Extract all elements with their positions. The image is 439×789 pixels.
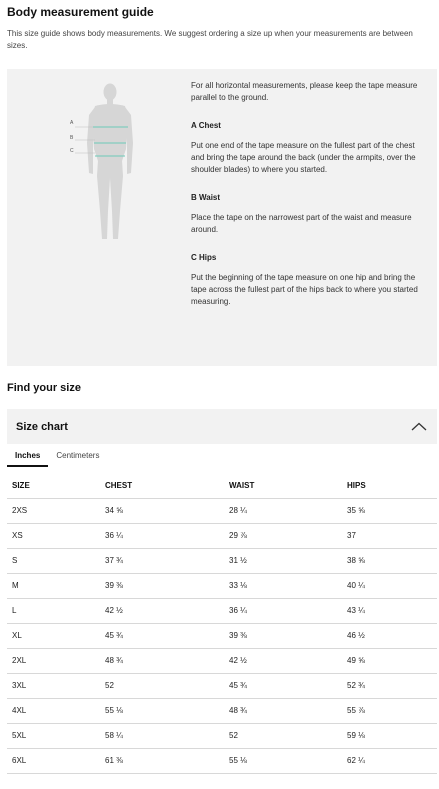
cell-size: S: [7, 548, 100, 573]
body-figure-illustration: [62, 81, 162, 243]
cell-size: L: [7, 598, 100, 623]
cell-hips: 38 ⅝: [342, 548, 437, 573]
cell-chest: 34 ⅝: [100, 498, 224, 523]
cell-hips: 52 ¾: [342, 673, 437, 698]
tab-inches[interactable]: Inches: [7, 447, 48, 467]
cell-waist: 55 ⅛: [224, 748, 342, 773]
cell-waist: 39 ⅜: [224, 623, 342, 648]
label-c: C: [70, 148, 74, 154]
cell-chest: 37 ¾: [100, 548, 224, 573]
cell-chest: 61 ⅜: [100, 748, 224, 773]
cell-waist: 52: [224, 723, 342, 748]
table-row: [7, 548, 437, 573]
cell-size: 6XL: [7, 748, 100, 773]
table-header-row: [7, 474, 437, 498]
cell-size: 2XL: [7, 648, 100, 673]
cell-chest: 45 ¾: [100, 623, 224, 648]
table-row: [7, 748, 437, 773]
label-b: B: [70, 135, 74, 141]
cell-hips: 43 ¼: [342, 598, 437, 623]
cell-waist: 45 ¾: [224, 673, 342, 698]
cell-size: 2XS: [7, 498, 100, 523]
cell-size: XL: [7, 623, 100, 648]
column-header-chest: CHEST: [100, 474, 224, 498]
table-row: [7, 648, 437, 673]
cell-hips: 40 ¼: [342, 573, 437, 598]
find-your-size-heading: Find your size: [7, 382, 81, 394]
size-chart-accordion-header[interactable]: [7, 409, 437, 444]
cell-chest: 48 ¾: [100, 648, 224, 673]
chevron-up-icon[interactable]: [410, 421, 428, 433]
body-figure-icon: [62, 81, 162, 243]
size-chart-title: Size chart: [16, 420, 68, 433]
table-row: [7, 698, 437, 723]
cell-chest: 52: [100, 673, 224, 698]
cell-size: XS: [7, 523, 100, 548]
cell-waist: 33 ⅛: [224, 573, 342, 598]
cell-hips: 37: [342, 523, 437, 548]
cell-chest: 42 ½: [100, 598, 224, 623]
hips-title: C Hips: [191, 253, 217, 262]
table-row: [7, 623, 437, 648]
table-row: [7, 498, 437, 523]
table-row: [7, 573, 437, 598]
column-header-hips: HIPS: [342, 474, 437, 498]
cell-hips: 55 ⅞: [342, 698, 437, 723]
cell-chest: 58 ¼: [100, 723, 224, 748]
cell-size: 3XL: [7, 673, 100, 698]
waist-title: B Waist: [191, 193, 221, 202]
guide-instructions: [191, 80, 423, 308]
column-header-waist: WAIST: [224, 474, 342, 498]
cell-chest: 39 ⅜: [100, 573, 224, 598]
size-chart-table: [7, 474, 437, 774]
cell-hips: 62 ¼: [342, 748, 437, 773]
cell-waist: 29 ⅞: [224, 523, 342, 548]
table-row: [7, 673, 437, 698]
table-row: [7, 523, 437, 548]
column-header-size: SIZE: [7, 474, 100, 498]
cell-waist: 31 ½: [224, 548, 342, 573]
cell-size: 5XL: [7, 723, 100, 748]
waist-instruction: Place the tape on the narrowest part of the waist and measure around.: [191, 213, 412, 234]
hips-instruction: Put the beginning of the tape measure on one hip and bring the tape across the fullest part of the hips back to where you started measuring.: [191, 273, 418, 306]
chest-title: A Chest: [191, 121, 221, 130]
measurement-guide-panel: [7, 69, 437, 366]
general-instruction: For all horizontal measurements, please keep the tape measure parallel to the ground.: [191, 81, 418, 102]
cell-waist: 48 ¾: [224, 698, 342, 723]
cell-chest: 36 ¼: [100, 523, 224, 548]
cell-waist: 36 ¼: [224, 598, 342, 623]
cell-hips: 59 ⅛: [342, 723, 437, 748]
unit-tabs: [7, 447, 437, 467]
chest-instruction: Put one end of the tape measure on the fullest part of the chest and bring the tape around the back (under the armpits, over the shoulder blades) to where you started.: [191, 141, 416, 174]
cell-hips: 49 ⅝: [342, 648, 437, 673]
table-row: [7, 598, 437, 623]
cell-hips: 46 ½: [342, 623, 437, 648]
table-row: [7, 723, 437, 748]
tab-centimeters[interactable]: Centimeters: [56, 451, 100, 460]
cell-waist: 28 ¼: [224, 498, 342, 523]
intro-text: This size guide shows body measurements. We suggest ordering a size up when your measurements are between sizes.: [7, 29, 413, 50]
cell-hips: 35 ⅝: [342, 498, 437, 523]
cell-waist: 42 ½: [224, 648, 342, 673]
cell-size: M: [7, 573, 100, 598]
label-a: A: [70, 120, 74, 126]
cell-size: 4XL: [7, 698, 100, 723]
cell-chest: 55 ⅛: [100, 698, 224, 723]
page-title: Body measurement guide: [7, 5, 154, 19]
